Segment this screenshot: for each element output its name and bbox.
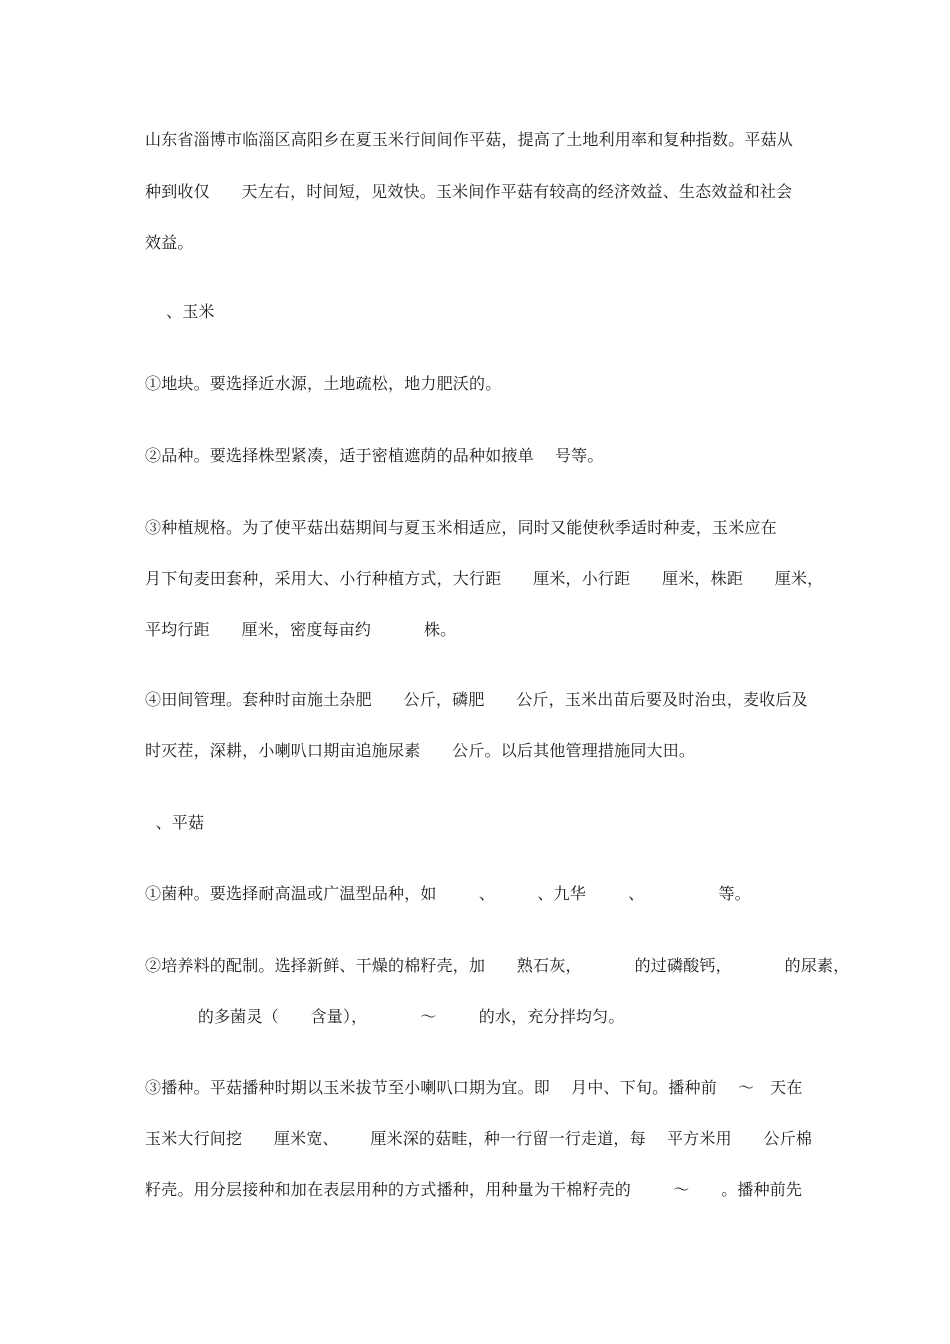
section-heading-corn: 、玉米 xyxy=(145,302,215,321)
paragraph-intro-line-3: 效益。 xyxy=(145,233,194,252)
item-plot: ①地块。要选择近水源，土地疏松，地力肥沃的。 xyxy=(145,374,502,393)
section-heading-oyster-mushroom: 、平菇 xyxy=(145,813,205,832)
item-variety: ②品种。要选择株型紧凑，适于密植遮荫的品种如掖单 号等。 xyxy=(145,446,604,465)
paragraph-intro-line-2: 种到收仅 天左右，时间短，见效快。玉米间作平菇有较高的经济效益、生态效益和社会 xyxy=(145,182,793,201)
item-substrate-line-2: 的多菌灵（ 含量）， ～ 的水，充分拌均匀。 xyxy=(145,1007,625,1026)
item-planting-spec-line-2: 月下旬麦田套种，采用大、小行种植方式，大行距 厘米，小行距 厘米，株距 厘米， xyxy=(145,569,824,588)
item-substrate-line-1: ②培养料的配制。选择新鲜、干燥的棉籽壳，加 熟石灰， 的过磷酸钙， 的尿素， xyxy=(145,956,850,975)
item-sowing-line-1: ③播种。平菇播种时期以玉米拔节至小喇叭口期为宜。即 月中、下旬。播种前 ～ 天在 xyxy=(145,1078,803,1097)
item-planting-spec-line-1: ③种植规格。为了使平菇出菇期间与夏玉米相适应，同时又能使秋季适时种麦，玉米应在 xyxy=(145,518,777,537)
item-strain: ①菌种。要选择耐高温或广温型品种，如 、 、九华 、 等。 xyxy=(145,884,751,903)
item-field-management-line-1: ④田间管理。套种时亩施土杂肥 公斤，磷肥 公斤，玉米出苗后要及时治虫，麦收后及 xyxy=(145,690,808,709)
item-field-management-line-2: 时灭茬，深耕，小喇叭口期亩追施尿素 公斤。以后其他管理措施同大田。 xyxy=(145,741,696,760)
item-sowing-line-2: 玉米大行间挖 厘米宽、 厘米深的菇畦，种一行留一行走道，每 平方米用 公斤棉 xyxy=(145,1129,813,1148)
item-sowing-line-3: 籽壳。用分层接种和加在表层用种的方式播种，用种量为干棉籽壳的 ～ 。播种前先 xyxy=(145,1180,803,1199)
item-planting-spec-line-3: 平均行距 厘米，密度每亩约 株。 xyxy=(145,620,457,639)
paragraph-intro-line-1: 山东省淄博市临淄区高阳乡在夏玉米行间间作平菇，提高了土地利用率和复种指数。平菇从 xyxy=(145,130,794,149)
